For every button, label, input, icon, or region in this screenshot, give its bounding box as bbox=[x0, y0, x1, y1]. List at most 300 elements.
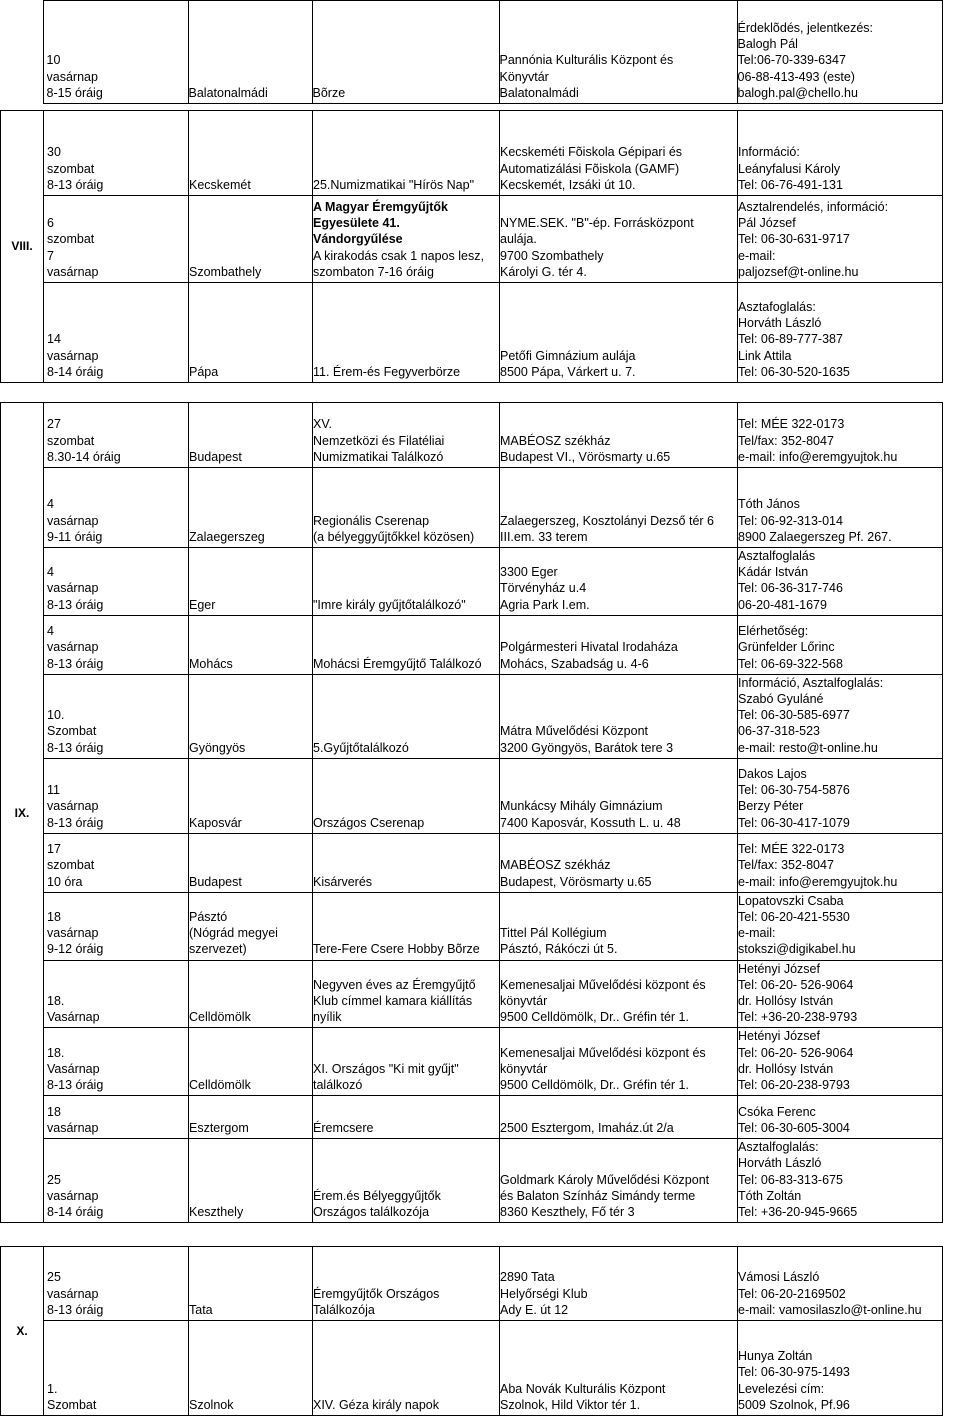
text-line: MABÉOSZ székház bbox=[500, 858, 611, 873]
text-line: e-mail: bbox=[738, 248, 776, 263]
text-line: Tel/fax: 352-8047 bbox=[738, 433, 834, 448]
text-line: Tere-Fere Csere Hobby Bõrze bbox=[313, 942, 480, 957]
text-line: paljozsef@t-online.hu bbox=[738, 264, 859, 279]
text-line: Tel/fax: 352-8047 bbox=[738, 858, 834, 873]
venue-cell bbox=[500, 674, 738, 758]
text-line: 2500 Esztergom, Imaház.út 2/a bbox=[500, 1121, 674, 1136]
table-row bbox=[1, 403, 943, 468]
text-line: Gyöngyös bbox=[189, 740, 246, 755]
city-cell bbox=[189, 468, 313, 548]
text-line: 8-13 óráig bbox=[47, 597, 104, 612]
text-line: 8-13 óráig bbox=[47, 1078, 104, 1093]
text-line: XV. bbox=[313, 417, 333, 432]
text-line: 18. bbox=[47, 994, 65, 1009]
text-line: Tel: 06-30-417-1079 bbox=[738, 815, 850, 830]
text-line: Aba Novák Kulturális Központ bbox=[500, 1381, 666, 1396]
table-row bbox=[1, 548, 943, 616]
text-line: Negyven éves az Éremgyűjtő bbox=[313, 977, 476, 992]
text-line: e-mail: info@eremgyujtok.hu bbox=[738, 874, 898, 889]
table-row bbox=[1, 674, 943, 758]
text-line: 17 bbox=[47, 842, 61, 857]
text-line: NYME.SEK. "B"-ép. Forrásközpont bbox=[500, 216, 694, 231]
text-line: vasárnap bbox=[47, 348, 99, 363]
text-line: 10 bbox=[46, 53, 61, 68]
text-line: Kecskemét bbox=[189, 177, 251, 192]
text-line: e-mail: resto@t-online.hu bbox=[738, 740, 878, 755]
text-line: Kemenesaljai Művelődési központ és bbox=[500, 977, 706, 992]
text-line: Mohács bbox=[189, 656, 233, 671]
text-line: Károlyi G. tér 4. bbox=[500, 264, 587, 279]
text-line: Tel: +36-20-238-9793 bbox=[738, 1010, 858, 1025]
text-line: Tel: 06-20-421-5530 bbox=[738, 910, 850, 925]
text-line: Mohácsi Éremgyűjtő Találkozó bbox=[313, 656, 482, 671]
text-line: 06-88-413-493 (este) bbox=[737, 69, 855, 84]
text-line: Asztalrendelés, információ: bbox=[738, 199, 889, 214]
text-line: nyílik bbox=[313, 1010, 342, 1025]
venue-cell bbox=[500, 833, 738, 892]
text-line: 5009 Szolnok, Pf.96 bbox=[738, 1397, 850, 1412]
text-line: Pál József bbox=[738, 216, 796, 231]
text-line: Polgármesteri Hivatal Irodaháza bbox=[500, 640, 678, 655]
text-line: vasárnap bbox=[47, 1286, 99, 1301]
text-line: Szabó Gyuláné bbox=[738, 692, 824, 707]
contact-cell bbox=[738, 674, 943, 758]
text-line: 4 bbox=[47, 497, 54, 512]
text-line: Szombathely bbox=[189, 264, 262, 279]
text-line: 18 bbox=[47, 910, 61, 925]
event-cell bbox=[313, 960, 500, 1028]
text-line: 8-14 óráig bbox=[47, 1205, 104, 1220]
text-line: 7 bbox=[47, 248, 54, 263]
text-line: Tel: 06-30-585-6977 bbox=[738, 708, 850, 723]
month-table-1 bbox=[0, 402, 943, 1223]
text-line: Könyvtár bbox=[499, 69, 549, 84]
city-cell bbox=[189, 403, 313, 468]
table-row bbox=[1, 1028, 943, 1096]
text-line: Tittel Pál Kollégium bbox=[500, 926, 607, 941]
text-line: balogh.pal@chello.hu bbox=[737, 85, 858, 100]
text-line: Asztalfoglalás: bbox=[738, 1140, 819, 1155]
date-cell bbox=[44, 892, 189, 960]
contact-cell bbox=[738, 1321, 943, 1416]
date-cell bbox=[44, 960, 189, 1028]
table-row bbox=[1, 196, 943, 283]
text-line: szervezet) bbox=[189, 942, 247, 957]
text-line: 9500 Celldömölk, Dr.. Gréfin tér 1. bbox=[500, 1078, 689, 1093]
text-line: 8500 Pápa, Várkert u. 7. bbox=[500, 364, 636, 379]
text-line: e-mail: info@eremgyujtok.hu bbox=[738, 449, 898, 464]
text-line: Budapest VI., Vörösmarty u.65 bbox=[500, 449, 671, 464]
text-line: vasárnap bbox=[47, 1188, 99, 1203]
text-line: Celldömölk bbox=[189, 1078, 251, 1093]
text-line: dr. Hollósy István bbox=[738, 1061, 834, 1076]
text-line: Dakos Lajos bbox=[738, 767, 807, 782]
text-line: 1. bbox=[47, 1381, 58, 1396]
text-line: vasárnap bbox=[47, 799, 99, 814]
text-line: Tóth Zoltán bbox=[738, 1188, 802, 1203]
text-line: "Imre király gyűjtőtalálkozó" bbox=[313, 597, 466, 612]
text-line: 11. Érem-és Fegyverbörze bbox=[313, 364, 461, 379]
city-cell bbox=[189, 892, 313, 960]
text-line: Tel: +36-20-945-9665 bbox=[738, 1205, 858, 1220]
month-label: X. bbox=[1, 1247, 44, 1416]
event-cell bbox=[313, 615, 500, 674]
text-line: 8.30-14 óráig bbox=[47, 449, 121, 464]
text-line: 9-12 óráig bbox=[47, 942, 104, 957]
event-cell bbox=[312, 1, 499, 104]
city-cell bbox=[189, 615, 313, 674]
text-line: 8-13 óráig bbox=[47, 177, 104, 192]
venue-cell bbox=[500, 758, 738, 833]
table-row bbox=[1, 833, 943, 892]
text-line: III.em. 33 terem bbox=[500, 529, 588, 544]
text-line: Információ, Asztalfoglalás: bbox=[738, 675, 884, 690]
text-line: A kirakodás csak 1 napos lesz, bbox=[313, 248, 484, 263]
contact-cell bbox=[738, 111, 943, 196]
contact-cell bbox=[738, 758, 943, 833]
contact-cell bbox=[738, 1028, 943, 1096]
date-cell bbox=[44, 403, 189, 468]
month-empty bbox=[0, 1, 43, 104]
text-line: 4 bbox=[47, 624, 54, 639]
text-line: Találkozója bbox=[313, 1302, 375, 1317]
contact-cell bbox=[738, 1096, 943, 1139]
text-line: Pannónia Kulturális Központ és bbox=[499, 53, 674, 68]
text-line: könyvtár bbox=[500, 994, 548, 1009]
date-cell bbox=[44, 615, 189, 674]
table-row bbox=[1, 468, 943, 548]
text-line: Pápa bbox=[189, 364, 219, 379]
venue-cell bbox=[500, 548, 738, 616]
city-cell bbox=[189, 1321, 313, 1416]
event-cell bbox=[313, 196, 500, 283]
text-line: Tel: 06-92-313-014 bbox=[738, 513, 843, 528]
table-row bbox=[1, 1096, 943, 1139]
text-line: Tel:06-70-339-6347 bbox=[737, 53, 846, 68]
date-cell bbox=[44, 758, 189, 833]
text-line: Egyesülete 41. bbox=[313, 216, 400, 231]
text-line: Balogh Pál bbox=[737, 37, 798, 52]
text-line: szombat bbox=[47, 858, 95, 873]
text-line: Tel: MÉE 322-0173 bbox=[738, 842, 845, 857]
text-line: Mátra Művelődési Központ bbox=[500, 724, 648, 739]
text-line: Tóth János bbox=[738, 497, 800, 512]
text-line: 25 bbox=[47, 1270, 61, 1285]
text-line: 8900 Zalaegerszeg Pf. 267. bbox=[738, 529, 892, 544]
text-line: szombat bbox=[47, 161, 95, 176]
text-line: aulája. bbox=[500, 232, 537, 247]
city-cell bbox=[189, 196, 313, 283]
text-line: 18 bbox=[47, 1104, 61, 1119]
text-line: szombaton 7-16 óráig bbox=[313, 264, 434, 279]
text-line: Eger bbox=[189, 597, 216, 612]
text-line: 8-13 óráig bbox=[47, 656, 104, 671]
text-line: Balatonalmádi bbox=[188, 85, 268, 100]
contact-cell bbox=[738, 1139, 943, 1223]
text-line: 8-15 óráig bbox=[46, 85, 103, 100]
city-cell bbox=[189, 548, 313, 616]
text-line: 4 bbox=[47, 565, 54, 580]
date-cell bbox=[43, 1, 188, 104]
text-line: Lopatovszki Csaba bbox=[738, 893, 844, 908]
text-line: Asztalfoglalás bbox=[738, 549, 816, 563]
event-cell bbox=[313, 833, 500, 892]
text-line: Budapest, Vörösmarty u.65 bbox=[500, 874, 652, 889]
venue-cell bbox=[500, 1139, 738, 1223]
text-line: Tel: 06-20-2169502 bbox=[738, 1286, 846, 1301]
city-cell bbox=[189, 1028, 313, 1096]
text-line: Kecskeméti Fõiskola Gépipari és bbox=[500, 145, 683, 160]
table-row bbox=[1, 615, 943, 674]
venue-cell bbox=[500, 1321, 738, 1416]
date-cell bbox=[44, 111, 189, 196]
text-line: Kecskemét, Izsáki út 10. bbox=[500, 177, 636, 192]
text-line: Levelezési cím: bbox=[738, 1381, 825, 1396]
text-line: Szolnok bbox=[189, 1397, 234, 1412]
date-cell bbox=[44, 833, 189, 892]
text-line: Zalaegerszeg bbox=[189, 529, 265, 544]
text-line: Országos Cserenap bbox=[313, 815, 425, 830]
contact-cell bbox=[738, 892, 943, 960]
text-line: Tel: 06-30-631-9717 bbox=[738, 232, 850, 247]
text-line: 2890 Tata bbox=[500, 1270, 555, 1285]
text-line: Budapest bbox=[189, 449, 242, 464]
month-table-0 bbox=[0, 110, 943, 383]
venue-cell bbox=[500, 1096, 738, 1139]
text-line: 10 óra bbox=[47, 874, 83, 889]
text-line: Esztergom bbox=[189, 1121, 249, 1136]
text-line: Tel: MÉE 322-0173 bbox=[738, 417, 845, 432]
text-line: 06-37-318-523 bbox=[738, 724, 821, 739]
event-cell bbox=[313, 1096, 500, 1139]
month-table-2 bbox=[0, 1246, 943, 1416]
month-label: VIII. bbox=[1, 111, 44, 383]
date-cell bbox=[44, 283, 189, 383]
table-row bbox=[1, 1321, 943, 1416]
text-line: Ady E. út 12 bbox=[500, 1302, 569, 1317]
text-line: Budapest bbox=[189, 874, 242, 889]
text-line: Grünfelder Lőrinc bbox=[738, 640, 835, 655]
text-line: 18. bbox=[47, 1045, 65, 1060]
text-line: stokszi@digikabel.hu bbox=[738, 942, 856, 957]
venue-cell bbox=[500, 960, 738, 1028]
text-line: Berzy Péter bbox=[738, 799, 804, 814]
text-line: Érdeklõdés, jelentkezés: bbox=[737, 20, 873, 35]
text-line: 11 bbox=[47, 783, 60, 798]
contact-cell bbox=[738, 548, 943, 616]
text-line: Kádár István bbox=[738, 565, 809, 580]
text-line: 14 bbox=[47, 332, 61, 347]
table-row bbox=[1, 960, 943, 1028]
contact-cell bbox=[738, 960, 943, 1028]
date-cell bbox=[44, 1139, 189, 1223]
event-cell bbox=[313, 283, 500, 383]
text-line: vasárnap bbox=[47, 513, 99, 528]
text-line: Szombat bbox=[47, 724, 97, 739]
text-line: XI. Országos "Ki mit gyűjt" bbox=[313, 1061, 459, 1076]
text-line: Szombat bbox=[47, 1397, 97, 1412]
text-line: Érem.és Bélyeggyűjtők bbox=[313, 1188, 441, 1203]
table-row bbox=[1, 1139, 943, 1223]
venue-cell bbox=[500, 403, 738, 468]
venue-cell bbox=[500, 111, 738, 196]
venue-cell bbox=[500, 892, 738, 960]
text-line: Tel: 06-20-238-9793 bbox=[738, 1078, 850, 1093]
text-line: Elérhetőség: bbox=[738, 624, 809, 639]
contact-cell bbox=[738, 403, 943, 468]
text-line: találkozó bbox=[313, 1078, 363, 1093]
text-line: 9-11 óráig bbox=[47, 529, 103, 544]
text-line: Numizmatikai Találkozó bbox=[313, 449, 444, 464]
city-cell bbox=[189, 674, 313, 758]
text-line: és Balaton Színház Simándy terme bbox=[500, 1188, 696, 1203]
text-line: Keszthely bbox=[189, 1205, 244, 1220]
text-line: Nemzetközi és Filatéliai bbox=[313, 433, 445, 448]
text-line: Hunya Zoltán bbox=[738, 1349, 813, 1364]
text-line: e-mail: bbox=[738, 926, 776, 941]
table-row bbox=[1, 758, 943, 833]
city-cell bbox=[189, 283, 313, 383]
text-line: vasárnap bbox=[47, 1121, 99, 1136]
text-line: 8-13 óráig bbox=[47, 740, 104, 755]
text-line: Agria Park I.em. bbox=[500, 597, 590, 612]
text-line: Horváth László bbox=[738, 316, 822, 331]
text-line: Goldmark Károly Művelődési Központ bbox=[500, 1172, 710, 1187]
text-line: Tata bbox=[189, 1302, 213, 1317]
text-line: Tel: 06-76-491-131 bbox=[738, 177, 843, 192]
text-line: Leányfalusi Károly bbox=[738, 161, 841, 176]
text-line: 25 bbox=[47, 1172, 61, 1187]
text-line: Hetényi József bbox=[738, 1029, 820, 1044]
text-line: 10. bbox=[47, 708, 65, 723]
date-cell bbox=[44, 1247, 189, 1321]
venue-cell bbox=[500, 283, 738, 383]
text-line: szombat bbox=[47, 433, 95, 448]
text-line: Link Attila bbox=[738, 348, 792, 363]
text-line: Éremgyűjtők Országos bbox=[313, 1286, 440, 1301]
text-line: Tel: 06-30-975-1493 bbox=[738, 1365, 850, 1380]
contact-cell bbox=[737, 1, 942, 104]
text-line: Zalaegerszeg, Kosztolányi Dezső tér 6 bbox=[500, 513, 714, 528]
contact-cell bbox=[738, 468, 943, 548]
text-line: Klub címmel kamara kiállítás bbox=[313, 994, 473, 1009]
contact-cell bbox=[738, 196, 943, 283]
text-line: könyvtár bbox=[500, 1061, 548, 1076]
event-cell bbox=[313, 548, 500, 616]
text-line: vasárnap bbox=[46, 69, 98, 84]
text-line: szombat bbox=[47, 232, 95, 247]
text-line: Regionális Cserenap bbox=[313, 513, 430, 528]
text-line: XIV. Géza király napok bbox=[313, 1397, 439, 1412]
event-cell bbox=[313, 1321, 500, 1416]
text-line: Vándorgyűlése bbox=[313, 232, 403, 247]
text-line: 8-13 óráig bbox=[47, 815, 104, 830]
text-line: Tel: 06-89-777-387 bbox=[738, 332, 843, 347]
text-line: Automatizálási Fõiskola (GAMF) bbox=[500, 161, 680, 176]
date-cell bbox=[44, 1028, 189, 1096]
text-line: Celldömölk bbox=[189, 1010, 251, 1025]
text-line: 06-20-481-1679 bbox=[738, 597, 827, 612]
text-line: Petőfi Gimnázium aulája bbox=[500, 348, 636, 363]
text-line: Asztafoglalás: bbox=[738, 299, 816, 314]
text-line: Tel: 06-20- 526-9064 bbox=[738, 977, 854, 992]
text-line: Hetényi József bbox=[738, 961, 820, 976]
text-line: Törvényház u.4 bbox=[500, 581, 587, 596]
text-line: 5.Gyűjtőtalálkozó bbox=[313, 740, 409, 755]
text-line: 3200 Gyöngyös, Barátok tere 3 bbox=[500, 740, 674, 755]
event-cell bbox=[313, 1028, 500, 1096]
event-cell bbox=[313, 758, 500, 833]
text-line: Kemenesaljai Művelődési központ és bbox=[500, 1045, 706, 1060]
text-line: Tel: 06-69-322-568 bbox=[738, 656, 843, 671]
text-line: Országos találkozója bbox=[313, 1205, 430, 1220]
date-cell bbox=[44, 1321, 189, 1416]
contact-cell bbox=[738, 1247, 943, 1321]
contact-cell bbox=[738, 615, 943, 674]
text-line: e-mail: vamosilaszlo@t-online.hu bbox=[738, 1302, 922, 1317]
date-cell bbox=[44, 1096, 189, 1139]
text-line: 25.Numizmatikai "Hírös Nap" bbox=[313, 177, 475, 192]
date-cell bbox=[44, 196, 189, 283]
text-line: Vámosi László bbox=[738, 1270, 820, 1285]
text-line: Éremcsere bbox=[313, 1121, 374, 1136]
city-cell bbox=[189, 1247, 313, 1321]
event-cell bbox=[313, 468, 500, 548]
city-cell bbox=[189, 960, 313, 1028]
venue-cell bbox=[500, 1028, 738, 1096]
month-label: IX. bbox=[1, 403, 44, 1223]
text-line: 7400 Kaposvár, Kossuth L. u. 48 bbox=[500, 815, 681, 830]
date-cell bbox=[44, 548, 189, 616]
text-line: Tel: 06-36-317-746 bbox=[738, 581, 843, 596]
text-line: Tel: 06-30-754-5876 bbox=[738, 783, 850, 798]
text-line: 9700 Szombathely bbox=[500, 248, 604, 263]
text-line: 8-13 óráig bbox=[47, 1302, 104, 1317]
city-cell bbox=[189, 1096, 313, 1139]
date-cell bbox=[44, 674, 189, 758]
text-line: Bõrze bbox=[312, 85, 346, 100]
city-cell bbox=[189, 1139, 313, 1223]
text-line: Csóka Ferenc bbox=[738, 1104, 816, 1119]
text-line: 8-14 óráig bbox=[47, 364, 104, 379]
text-line: vasárnap bbox=[47, 581, 99, 596]
text-line: Tel: 06-30-520-1635 bbox=[738, 364, 850, 379]
text-line: 6 bbox=[47, 216, 54, 231]
event-cell bbox=[313, 892, 500, 960]
contact-cell bbox=[738, 833, 943, 892]
text-line: Tel: 06-30-605-3004 bbox=[738, 1121, 850, 1136]
top-table bbox=[0, 0, 943, 104]
city-cell bbox=[189, 833, 313, 892]
text-line: Információ: bbox=[738, 145, 800, 160]
text-line: Horváth László bbox=[738, 1156, 822, 1171]
text-line: Munkácsy Mihály Gimnázium bbox=[500, 799, 663, 814]
text-line: Pásztó bbox=[189, 910, 228, 925]
contact-cell bbox=[738, 283, 943, 383]
venue-cell bbox=[499, 1, 737, 104]
text-line: vasárnap bbox=[47, 926, 99, 941]
text-line: (a bélyeggyűjtőkkel közösen) bbox=[313, 529, 475, 544]
text-line: 3300 Eger bbox=[500, 565, 558, 580]
text-line: vasárnap bbox=[47, 640, 99, 655]
text-line: A Magyar Éremgyűjtők bbox=[313, 199, 448, 214]
text-line: MABÉOSZ székház bbox=[500, 433, 611, 448]
date-cell bbox=[44, 468, 189, 548]
text-line: Vasárnap bbox=[47, 1061, 100, 1076]
venue-cell bbox=[500, 196, 738, 283]
city-cell bbox=[188, 1, 312, 104]
text-line: Helyőrségi Klub bbox=[500, 1286, 588, 1301]
